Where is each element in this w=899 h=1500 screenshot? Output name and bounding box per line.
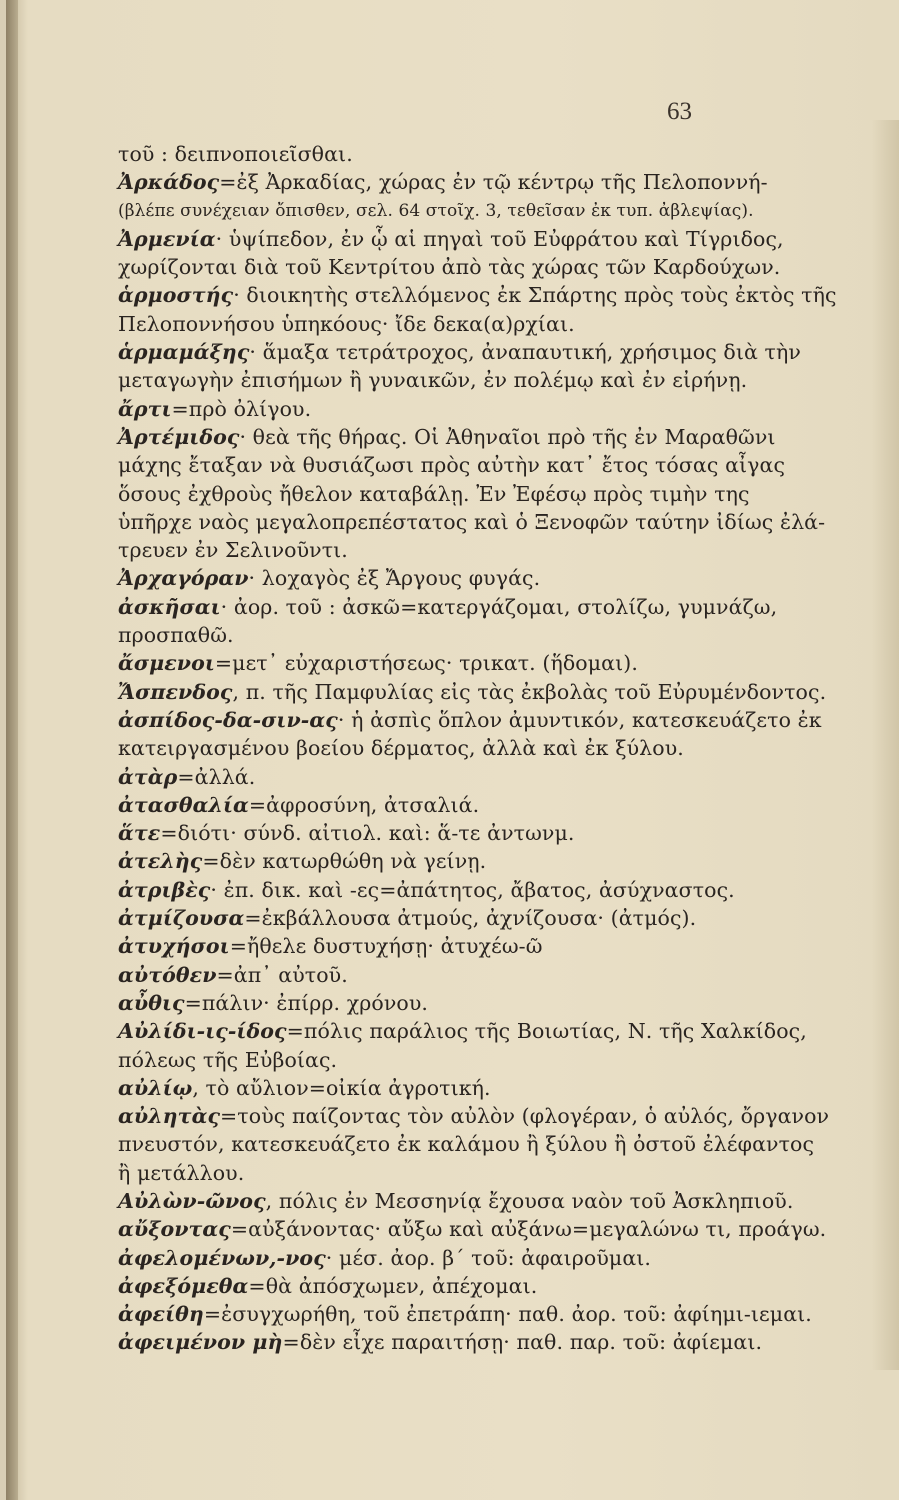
definition-text: , πόλις ἐν Μεσσηνίᾳ ἔχουσα ναὸν τοῦ Ἀσκληπιοῦ. <box>265 1188 794 1213</box>
definition-text: τρευεν ἐν Σελινοῦντι. <box>118 538 348 563</box>
text-line <box>118 536 768 564</box>
headword: ἁρμοστής <box>118 283 234 308</box>
definition-text: =τοὺς παίζοντας τὸν αὐλὸν (φλογέραν, ὁ αὐλός, ὄργανον <box>220 1104 830 1129</box>
text-line <box>118 706 822 734</box>
text-line <box>118 847 768 875</box>
text-line <box>118 1159 768 1187</box>
headword: ἁρμαμάξης <box>118 340 250 365</box>
definition-text: ὑπῆρχε ναὸς μεγαλοπρεπέστατος καὶ ὁ Ξενοφῶν ταύτην ἰδίως ἐλά- <box>118 509 826 534</box>
definition-text: ὅσους ἐχθροὺς ἤθελον καταβάλῃ. Ἐν Ἐφέσῳ πρὸς τιμὴν της <box>118 481 750 506</box>
text-line <box>118 593 778 621</box>
headword: ἀφειμένον μὴ <box>118 1330 283 1355</box>
text-line <box>118 1187 794 1215</box>
headword: ἀτασθαλία <box>118 792 249 817</box>
text-line <box>118 791 768 819</box>
definition-text: =ἀπ᾽ αὐτοῦ. <box>216 962 348 987</box>
text-line <box>118 168 768 196</box>
definition-text: , τὸ αὔλιον=οἰκία ἀγροτική. <box>192 1075 491 1100</box>
text-line <box>118 734 768 762</box>
definition-text: · ἐπ. δικ. καὶ -ες=ἀπάτητος, ἄβατος, ἀσύχναστος. <box>210 877 735 902</box>
definition-text: · ἡ ἀσπὶς ὅπλον ἀμυντικόν, κατεσκευάζετο ἐκ <box>337 707 822 732</box>
definition-text: μάχης ἔταξαν νὰ θυσιάζωσι πρὸς αὐτὴν κατ᾽ ἔτος τόσας αἶγας <box>118 453 786 478</box>
definition-text: =δὲν κατωρθώθη νὰ γείνῃ. <box>202 849 487 874</box>
headword: αὐλητὰς <box>118 1104 221 1129</box>
definition-text: =ἐκβάλλουσα ἀτμούς, ἀχνίζουσα· (ἀτμός). <box>244 906 697 931</box>
definition-text: · μέσ. ἀορ. β´ τοῦ: ἀφαιροῦμαι. <box>325 1245 652 1270</box>
page-edge-shading <box>871 120 899 1370</box>
text-line <box>118 819 768 847</box>
definition-text: · ὑψίπεδον, ἐν ᾧ αἱ πηγαὶ τοῦ Εὐφράτου καὶ Τίγριδος, <box>215 226 784 251</box>
headword: ἅτε <box>118 821 161 846</box>
definition-text: =ἀφροσύνη, ἀτσαλιά. <box>248 792 480 817</box>
definition-text: , π. τῆς Παμφυλίας εἰς τὰς ἐκβολὰς τοῦ Εὐρυμένδοντος. <box>232 679 827 704</box>
headword: αὖθις <box>118 990 185 1015</box>
text-line <box>118 1215 827 1243</box>
headword: ἀφείθη <box>118 1302 204 1327</box>
definition-text: =ἀλλά. <box>177 764 256 789</box>
text-line <box>118 1300 812 1328</box>
text-line <box>118 366 768 394</box>
text-line <box>118 1074 768 1102</box>
definition-text: · λοχαγὸς ἐξ Ἄργους φυγάς. <box>248 566 541 591</box>
definition-text: · διοικητὴς στελλόμενος ἐκ Σπάρτης πρὸς τοὺς ἐκτὸς τῆς <box>233 283 837 308</box>
text-line <box>118 1272 768 1300</box>
headword: αὐτόθεν <box>118 962 217 987</box>
book-page <box>6 0 899 1500</box>
definition-text: · θεὰ τῆς θήρας. Οἱ Ἀθηναῖοι πρὸ τῆς ἐν Μαραθῶνι <box>239 424 776 449</box>
headword: Ἀρμενία <box>118 226 216 251</box>
definition-text: =πρὸ ὀλίγου. <box>171 396 312 421</box>
text-line <box>118 281 837 309</box>
definition-text: πόλεως τῆς Εὐβοίας. <box>118 1047 338 1072</box>
text-line <box>118 564 768 592</box>
definition-text: =θὰ ἀπόσχωμεν, ἀπέχομαι. <box>248 1273 538 1298</box>
definition-text: =δὲν εἶχε παραιτήσῃ· παθ. παρ. τοῦ: ἀφίεμαι. <box>282 1330 763 1355</box>
headword: Ἄσπενδος <box>118 679 233 704</box>
text-line <box>118 678 827 706</box>
definition-text: ἢ μετάλλου. <box>118 1160 245 1185</box>
headword: αὔξοντας <box>118 1217 231 1242</box>
definition-text: χωρίζονται διὰ τοῦ Κεντρίτου ἀπὸ τὰς χώρας τῶν Καρδούχων. <box>118 255 781 280</box>
definition-text: πνευστόν, κατεσκευάζετο ἐκ καλάμου ἢ ξύλου ἢ ὀστοῦ ἐλέφαντος <box>118 1132 815 1157</box>
text-line <box>118 1046 768 1074</box>
headword: ἀτυχήσοι <box>118 934 230 959</box>
headword: Ἀρχαγόραν <box>118 566 249 591</box>
headword: αὐλίῳ <box>118 1075 193 1100</box>
headword: ἀτμίζουσα <box>118 906 245 931</box>
text-line <box>118 423 776 451</box>
definition-text: =ἤθελε δυστυχήσῃ· ἀτυχέω-ῶ <box>229 934 543 959</box>
binding-gutter <box>6 0 18 1500</box>
text-line <box>118 989 768 1017</box>
text-line <box>118 395 768 423</box>
text-line <box>118 225 784 253</box>
definition-text: κατειργασμένου βοείου δέρματος, ἀλλὰ καὶ ἐκ ξύλου. <box>118 736 684 761</box>
headword: Αὐλίδι-ις-ίδος <box>118 1019 287 1044</box>
headword: Ἀρτέμιδος <box>118 424 240 449</box>
headword: ἀφεξόμεθα <box>118 1273 249 1298</box>
definition-text: =πόλις παράλιος τῆς Βοιωτίας, Ν. τῆς Χαλκίδος, <box>286 1019 807 1044</box>
text-line <box>118 197 768 225</box>
text-line <box>118 1102 830 1130</box>
definition-text: τοῦ : δειπνοποιεῖσθαι. <box>118 142 353 166</box>
text-line <box>118 649 768 677</box>
headword: ἀτριβὲς <box>118 877 211 902</box>
text-line <box>118 253 781 281</box>
text-line <box>118 1130 815 1158</box>
text-line <box>118 621 768 649</box>
headword: ἀσπίδος-δα-σιν-ας <box>118 707 338 732</box>
glossary-text <box>118 140 837 1357</box>
definition-text: =ἐξ Ἀρκαδίας, χώρας ἐν τῷ κέντρῳ τῆς Πελοποννή- <box>219 170 768 195</box>
definition-text: =αὐξάνοντας· αὔξω καὶ αὐξάνω=μεγαλώνω τι, προάγω. <box>230 1217 827 1242</box>
headword: ἀτὰρ <box>118 764 178 789</box>
headword: ἀτελὴς <box>118 849 203 874</box>
text-line <box>118 1017 807 1045</box>
headword: ἄρτι <box>118 396 172 421</box>
headword: Αὐλὼν-ῶνος <box>118 1188 266 1213</box>
headword: ἀφελομένων,-νος <box>118 1245 326 1270</box>
text-line <box>118 140 768 168</box>
text-line <box>118 932 768 960</box>
page-number: 63 <box>667 98 692 125</box>
definition-text: μεταγωγὴν ἐπισήμων ἢ γυναικῶν, ἐν πολέμῳ καὶ ἐν εἰρήνῃ. <box>118 368 748 393</box>
definition-text: προσπαθῶ. <box>118 623 234 648</box>
headword: Ἀρκάδος <box>118 170 220 195</box>
definition-text: (βλέπε συνέχειαν ὄπισθεν, σελ. 64 στοῖχ. 3, τεθεῖσαν ἐκ τυπ. ἀβλεψίας). <box>118 200 754 221</box>
text-line <box>118 1328 768 1356</box>
text-line <box>118 904 768 932</box>
text-line <box>118 451 786 479</box>
headword: ἀσκῆσαι <box>118 594 221 619</box>
text-line <box>118 961 768 989</box>
definition-text: · ἀορ. τοῦ : ἀσκῶ=κατεργάζομαι, στολίζω, γυμνάζω, <box>220 594 778 619</box>
text-line <box>118 508 826 536</box>
definition-text: · ἅμαξα τετράτροχος, ἀναπαυτική, χρήσιμος διὰ τὴν <box>249 340 801 365</box>
text-line <box>118 1244 768 1272</box>
text-line <box>118 338 801 366</box>
text-line <box>118 763 768 791</box>
definition-text: =ἐσυγχωρήθη, τοῦ ἐπετράπη· παθ. ἀορ. τοῦ: ἀφίημι-ιεμαι. <box>203 1302 812 1327</box>
text-line <box>118 480 768 508</box>
text-line <box>118 876 768 904</box>
headword: ἄσμενοι <box>118 651 215 676</box>
definition-text: Πελοποννήσου ὑπηκόους· ἴδε δεκα(α)ρχίαι. <box>118 311 575 336</box>
definition-text: =πάλιν· ἐπίρρ. χρόνου. <box>184 990 429 1015</box>
text-line <box>118 310 768 338</box>
definition-text: =διότι· σύνδ. αἰτιολ. καὶ: ἅ-τε ἀντωνμ. <box>160 821 575 846</box>
definition-text: =μετ᾽ εὐχαριστήσεως· τρικατ. (ἥδομαι). <box>214 651 638 676</box>
